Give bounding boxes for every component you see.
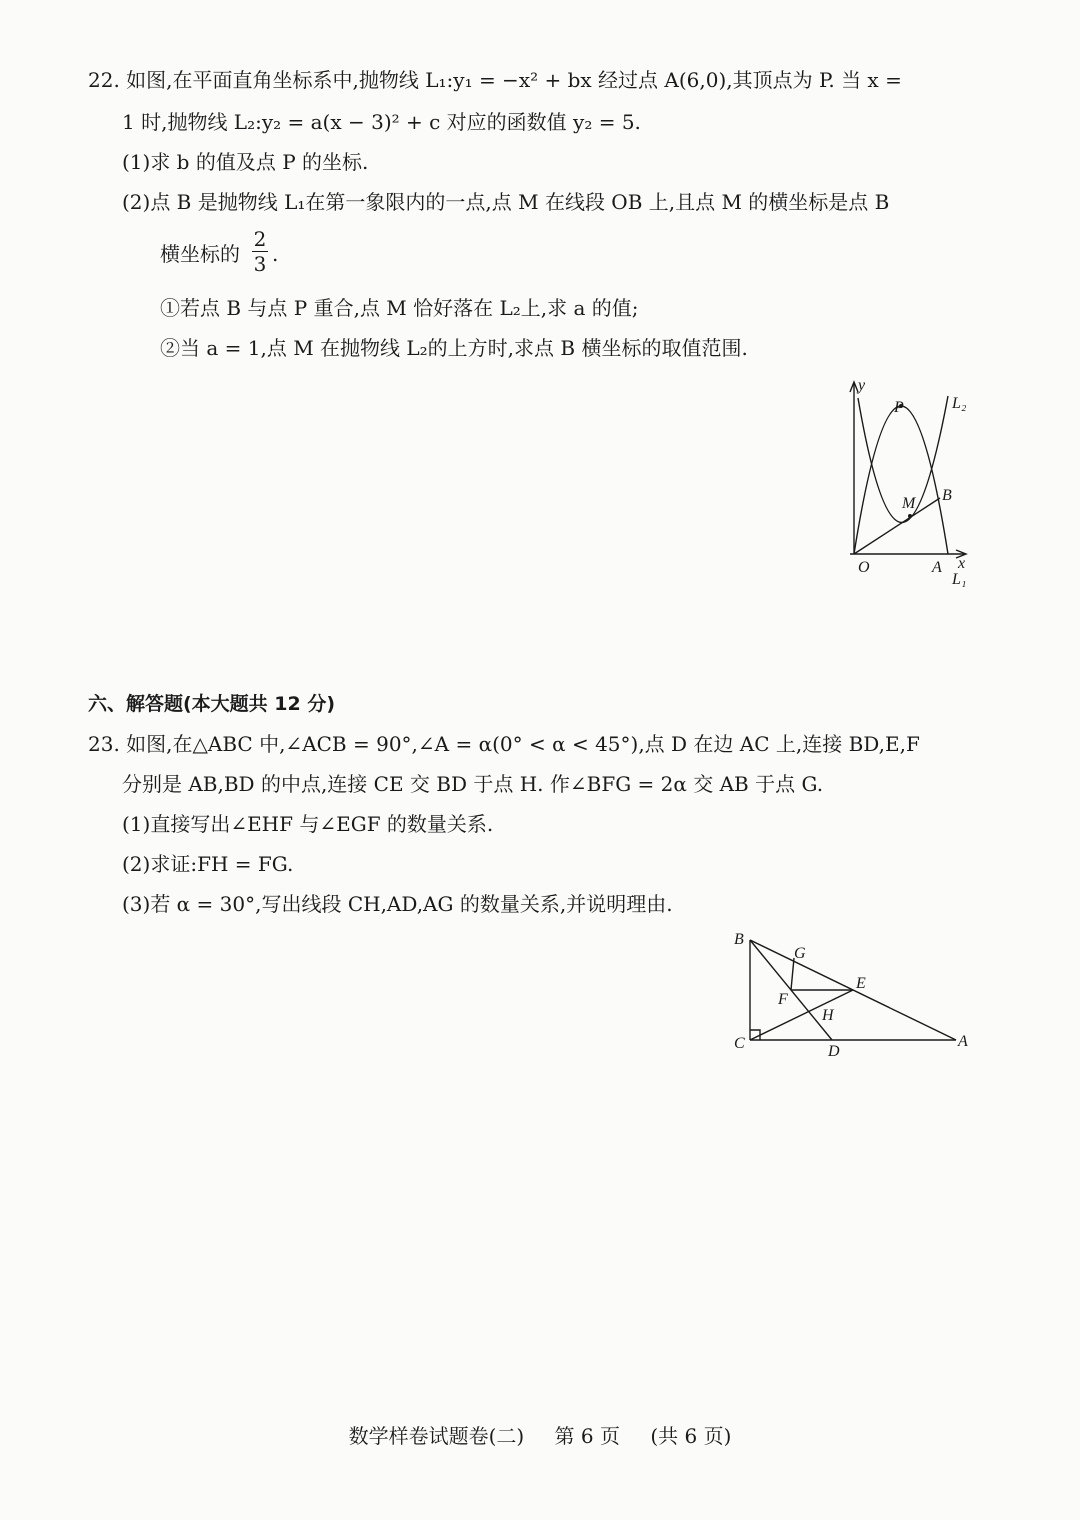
page-footer — [0, 1420, 1080, 1449]
q22-stem-line1: 22. 如图,在平面直角坐标系中,抛物线 L₁:y₁ = −x² + bx 经过点 A(6,0),其顶点为 P. 当 x = — [88, 68, 902, 92]
label-l1: L₁ — [952, 571, 967, 588]
section-heading: 六、解答题(本大题共 12 分) — [88, 693, 336, 715]
label-x: x — [958, 555, 966, 572]
label-b: B — [734, 931, 744, 948]
segment-ce — [750, 990, 853, 1040]
label-m: M — [902, 495, 916, 512]
q23-triangle-figure — [728, 928, 978, 1068]
footer-total: (共 6 页) — [650, 1424, 732, 1448]
label-h: H — [822, 1007, 834, 1024]
fraction-two-thirds — [248, 228, 272, 275]
label-c: C — [734, 1035, 745, 1052]
q22-part2-suffix: . — [272, 242, 279, 266]
label-p: P — [894, 399, 904, 416]
point-m — [908, 514, 912, 518]
segment-fg — [791, 958, 794, 990]
label-e: E — [856, 975, 866, 992]
label-f: F — [778, 991, 788, 1008]
q23-part3: (3)若 α = 30°,写出线段 CH,AD,AG 的数量关系,并说明理由. — [122, 892, 673, 916]
parabola-l1 — [854, 406, 948, 554]
label-o: O — [858, 559, 870, 576]
q22-part2: (2)点 B 是抛物线 L₁在第一象限内的一点,点 M 在线段 OB 上,且点 M 的横坐标是点 B — [122, 190, 890, 214]
label-b: B — [942, 487, 952, 504]
label-g: G — [794, 945, 806, 962]
label-d: D — [828, 1043, 840, 1060]
q23-stem-line1: 23. 如图,在△ABC 中,∠ACB = 90°,∠A = α(0° < α < 45°),点 D 在边 AC 上,连接 BD,E,F — [88, 732, 920, 756]
q22-part2-prefix: 横坐标的 — [160, 242, 240, 266]
fraction-denominator: 3 — [253, 252, 267, 276]
q22-sub1: ①若点 B 与点 P 重合,点 M 恰好落在 L₂上,求 a 的值; — [160, 296, 639, 320]
q23-stem-line2: 分别是 AB,BD 的中点,连接 CE 交 BD 于点 H. 作∠BFG = 2α 交 AB 于点 G. — [122, 772, 824, 796]
q23-part1: (1)直接写出∠EHF 与∠EGF 的数量关系. — [122, 812, 494, 836]
segment-ob — [854, 498, 940, 554]
label-l2: L₂ — [952, 395, 967, 412]
footer-title: 数学样卷试题卷(二) — [348, 1424, 525, 1448]
fraction-numerator: 2 — [253, 227, 267, 251]
q23-part2: (2)求证:FH = FG. — [122, 852, 294, 876]
q22-part2-cont — [160, 240, 240, 268]
footer-page: 第 6 页 — [554, 1424, 620, 1448]
label-a: A — [958, 1033, 968, 1050]
label-a: A — [932, 559, 942, 576]
q22-stem-line2: 1 时,抛物线 L₂:y₂ = a(x − 3)² + c 对应的函数值 y₂ = 5. — [122, 110, 641, 134]
q22-parabola-figure — [840, 378, 980, 588]
label-y: y — [858, 377, 866, 394]
q22-part1: (1)求 b 的值及点 P 的坐标. — [122, 150, 369, 174]
q22-sub2: ②当 a = 1,点 M 在抛物线 L₂的上方时,求点 B 横坐标的取值范围. — [160, 336, 748, 360]
